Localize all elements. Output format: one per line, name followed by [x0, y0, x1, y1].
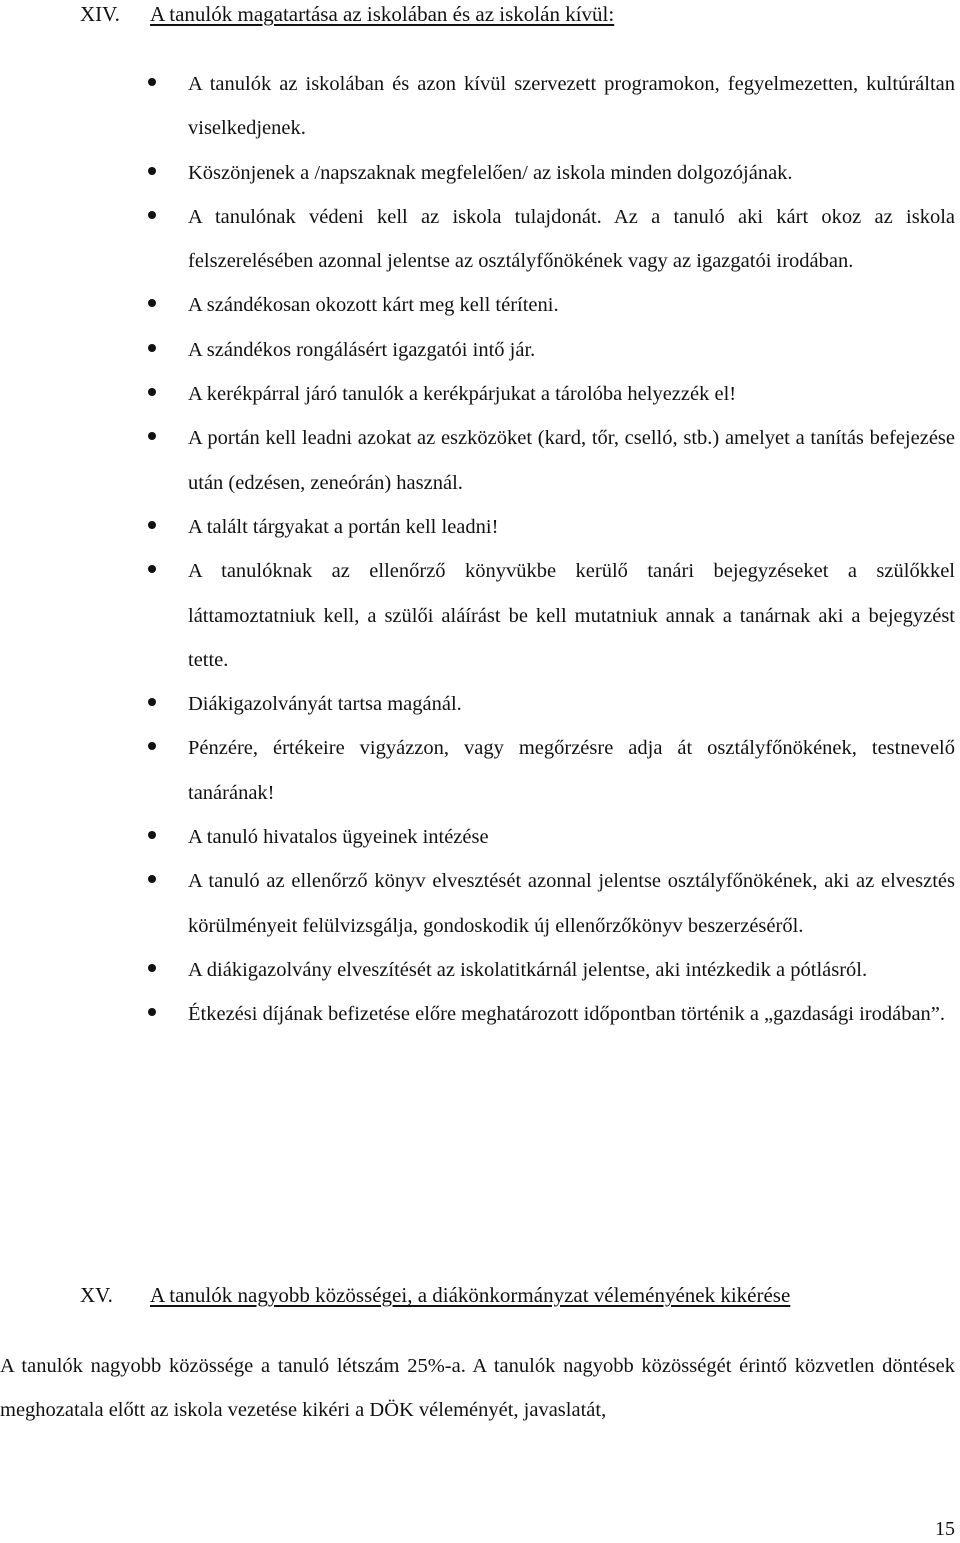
bullet-icon	[148, 964, 156, 972]
rule-item	[0, 992, 960, 1036]
section-14-heading	[80, 1, 614, 27]
bullet-icon	[148, 565, 156, 573]
rule-text: A portán kell leadni azokat az eszközöket (kard, tőr, cselló, stb.) amelyet a tanítás befejezése után (edzésen, zeneórán) használ.	[188, 427, 955, 494]
bullet-icon	[148, 167, 156, 175]
rule-text: Étkezési díjának befizetése előre meghatározott időpontban történik a „gazdasági irodában”.	[188, 1003, 946, 1026]
rule-item	[0, 283, 960, 327]
section-14-number: XIV.	[80, 2, 120, 26]
section-15-number: XV.	[80, 1283, 113, 1307]
rule-text: A szándékos rongálásért igazgatói intő jár.	[188, 338, 536, 361]
rule-text: Diákigazolványát tartsa magánál.	[188, 693, 462, 716]
rule-item	[0, 416, 960, 505]
rule-item	[0, 682, 960, 726]
bullet-icon	[148, 211, 156, 219]
page-number: 15	[935, 1518, 955, 1540]
rule-item	[0, 815, 960, 859]
rule-item	[0, 372, 960, 416]
bullet-icon	[148, 742, 156, 750]
rule-text: A diákigazolvány elveszítését az iskolatitkárnál jelentse, aki intézkedik a pótlásról.	[188, 958, 868, 981]
bullet-icon	[148, 698, 156, 706]
bullet-icon	[148, 388, 156, 396]
bullet-icon	[148, 1008, 156, 1016]
rule-text: A tanulónak védeni kell az iskola tulajdonát. Az a tanuló aki kárt okoz az iskola felszerelésében azonnal jelentse az osztályfőnökének vagy az igazgatói irodában.	[188, 205, 955, 273]
section-15-paragraph: A tanulók nagyobb közössége a tanuló létszám 25%-a. A tanulók nagyobb közösségét érintő közvetlen döntések meghozatala előtt az iskola vezetése kikéri a DÖK véleményét, javaslatát,	[0, 1355, 955, 1422]
rule-item	[0, 195, 960, 284]
rule-text: A tanulóknak az ellenőrző könyvükbe kerülő tanári bejegyzéseket a szülőkkel láttamoztatniuk kell, a szülői aláírást be kell mutatniuk annak a tanárnak aki a bejegyzést tette.	[188, 560, 955, 671]
rule-item	[0, 62, 960, 151]
rule-item	[0, 948, 960, 992]
bullet-icon	[148, 831, 156, 839]
rule-text: A szándékosan okozott kárt meg kell téríteni.	[188, 294, 559, 317]
section-15-title: A tanulók nagyobb közösségei, a diákönkormányzat véleményének kikérése	[150, 1283, 791, 1307]
rule-text: A tanuló az ellenőrző könyv elvesztését azonnal jelentse osztályfőnökének, aki az elvesztés körülményeit felülvizsgálja, gondoskodik új ellenőrzőkönyv beszerzéséről.	[188, 870, 955, 937]
rule-text: A tanuló hivatalos ügyeinek intézése	[188, 826, 489, 849]
rule-text: A tanulók az iskolában és azon kívül szervezett programokon, fegyelmezetten, kultúráltan viselkedjenek.	[188, 73, 955, 140]
bullet-icon	[148, 299, 156, 307]
rule-item	[0, 328, 960, 372]
bullet-icon	[148, 875, 156, 883]
rule-item	[0, 859, 960, 948]
bullet-icon	[148, 78, 156, 86]
bullet-icon	[148, 521, 156, 529]
section-14-title: A tanulók magatartása az iskolában és az iskolán kívül:	[150, 2, 615, 26]
rule-text: Köszönjenek a /napszaknak megfelelően/ az iskola minden dolgozójának.	[188, 161, 793, 184]
rule-item	[0, 151, 960, 195]
rule-item	[0, 726, 960, 815]
rule-text: Pénzére, értékeire vigyázzon, vagy megőrzésre adja át osztályfőnökének, testnevelő tanárának!	[188, 737, 955, 804]
bullet-icon	[148, 344, 156, 352]
rule-item	[0, 549, 960, 682]
rule-text: A talált tárgyakat a portán kell leadni!	[188, 515, 499, 538]
bullet-icon	[148, 432, 156, 440]
rules-list	[0, 62, 960, 1037]
section-15-heading	[80, 1282, 790, 1308]
rule-item	[0, 505, 960, 549]
rule-text: A kerékpárral járó tanulók a kerékpárjukat a tárolóba helyezzék el!	[188, 383, 737, 406]
